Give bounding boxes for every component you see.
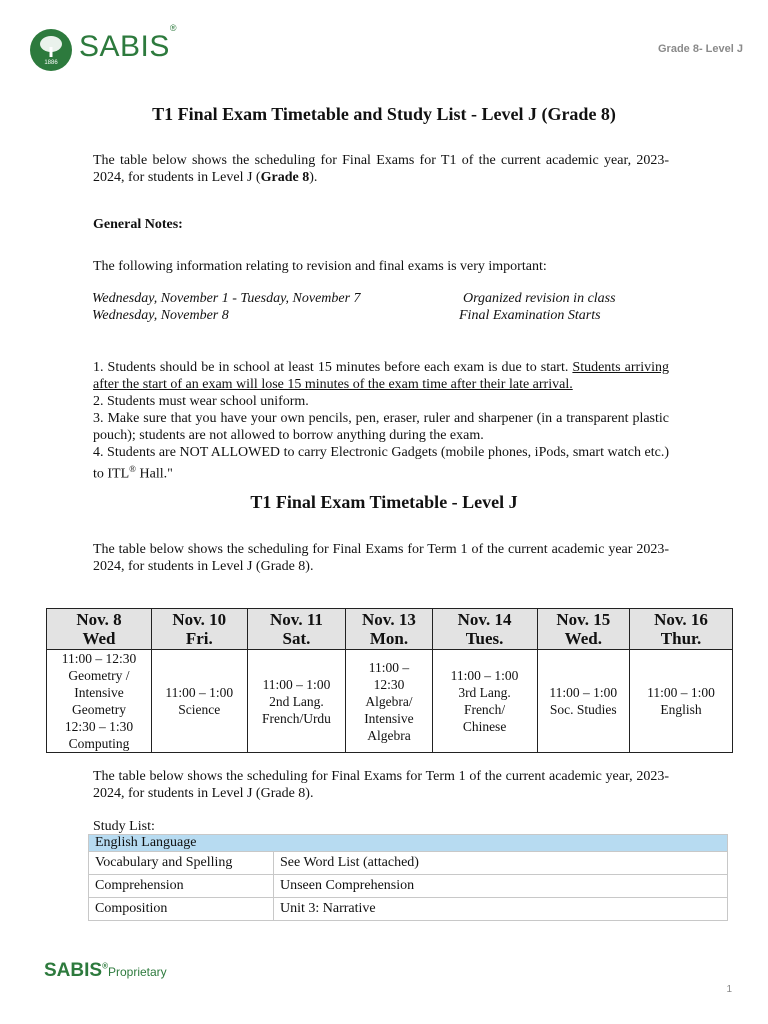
header-cell — [346, 609, 432, 650]
cell-line: Intensive — [74, 685, 124, 700]
important-line: The following information relating to revision and final exams is very important: — [93, 259, 547, 274]
timetable-header-row — [47, 609, 733, 650]
note-4-text-a: 4. Students are NOT ALLOWED to carry Electronic Gadgets (mobile phones, iPods, smart watch etc.) to ITL — [93, 445, 669, 482]
cell-line: 11:00 – 1:00 — [165, 685, 234, 700]
note-4-text-b: Hall." — [136, 466, 173, 482]
cell-line: Geometry / — [68, 668, 130, 683]
header-day: Sat. — [282, 629, 311, 648]
footer-mark: ® — [102, 961, 108, 971]
intro-bold: Grade 8 — [260, 170, 310, 185]
cell-line: 11:00 – 1:00 — [262, 676, 331, 692]
cell-line: French/Urdu — [261, 710, 331, 726]
header-day: Thur. — [660, 629, 702, 648]
header-day: Fri. — [185, 629, 213, 648]
header-day: Mon. — [369, 629, 409, 648]
cell-line: 11:00 – 12:30 — [61, 651, 137, 666]
schedule-dates-1: Wednesday, November 1 - Tuesday, November 7 — [92, 291, 361, 306]
table-row — [89, 875, 728, 898]
cell-line: Soc. Studies — [549, 702, 617, 717]
header-cell — [537, 609, 630, 650]
cell-line: 2nd Lang. — [269, 693, 324, 709]
header-date: Nov. 10 — [172, 610, 227, 629]
note-4 — [93, 444, 669, 483]
cell-line: Intensive — [364, 710, 414, 726]
cell-line: 12:30 – 1:30 — [64, 719, 134, 734]
exam-cell — [630, 650, 733, 753]
header-date: Nov. 14 — [457, 610, 512, 629]
exam-cell — [537, 650, 630, 753]
cell-line: Geometry — [71, 702, 126, 717]
header-day: Wed — [82, 629, 116, 648]
brand-mark: ® — [169, 23, 178, 33]
cell-line: Algebra — [367, 727, 411, 743]
cell-line: Chinese — [462, 719, 507, 734]
exam-cell — [151, 650, 247, 753]
header-date: Nov. 11 — [269, 610, 323, 629]
timetable-title: T1 Final Exam Timetable - Level J — [250, 492, 518, 512]
timetable-intro: The table below shows the scheduling for Final Exams for Term 1 of the current academic year 2023-2024, for students in Level J (Grade 8). — [93, 542, 669, 574]
timetable-row — [47, 650, 733, 753]
study-material: See Word List (attached) — [274, 852, 728, 875]
exam-cell — [432, 650, 537, 753]
study-list-table — [88, 834, 728, 921]
logo-year: 1886 — [44, 60, 58, 66]
header-cell — [630, 609, 733, 650]
page-number: 1 — [726, 984, 732, 995]
cell-line: French/ — [463, 702, 506, 717]
cell-line: 11:00 – 1:00 — [450, 668, 519, 683]
general-notes-heading: General Notes: — [93, 217, 183, 232]
cell-line: Computing — [68, 736, 130, 751]
cell-line: 3rd Lang. — [458, 685, 511, 700]
study-topic: Comprehension — [89, 875, 274, 898]
exam-cell — [47, 650, 152, 753]
header-day: Wed. — [564, 629, 602, 648]
cell-line: Science — [178, 702, 221, 717]
notes-list — [93, 359, 669, 483]
note-1-underlined: Students arriving after the start of an exam will lose 15 minutes of the exam time after their late arrival. — [93, 360, 669, 392]
study-intro: The table below shows the scheduling for Final Exams for Term 1 of the current academic year, 2023-2024, for students in Level J (Grade 8). — [93, 769, 669, 801]
note-4-sup: ® — [129, 464, 136, 474]
header-date: Nov. 13 — [362, 610, 416, 629]
cell-line: 12:30 — [373, 676, 405, 692]
header-day: Tues. — [465, 629, 504, 648]
cell-line: Algebra/ — [365, 693, 413, 709]
cell-line: English — [660, 702, 702, 717]
note-1 — [93, 359, 669, 393]
header-cell — [432, 609, 537, 650]
table-row — [89, 852, 728, 875]
brand-logo — [79, 23, 178, 64]
exam-cell — [346, 650, 432, 753]
intro-text-1: The table below shows the scheduling for Final Exams for T1 of the current academic year, 2023-2024, for students in Level J ( — [93, 153, 669, 185]
note-3: 3. Make sure that you have your own pencils, pen, eraser, ruler and sharpener (in a transparent plastic pouch); students are not allowed to borrow anything during the exam. — [93, 411, 669, 443]
table-row — [89, 898, 728, 921]
header-date: Nov. 8 — [76, 610, 122, 629]
header-date: Nov. 16 — [654, 610, 708, 629]
study-topic: Vocabulary and Spelling — [89, 852, 274, 875]
schedule-dates-2: Wednesday, November 8 — [92, 308, 229, 323]
intro-text-2: ). — [309, 170, 318, 185]
header-cell — [151, 609, 247, 650]
footer-brand: SABIS — [44, 960, 103, 981]
schedule-event-2: Final Examination Starts — [459, 308, 601, 323]
study-section-row — [89, 835, 728, 852]
intro-paragraph — [93, 152, 669, 186]
cell-line: 11:00 – — [368, 659, 410, 675]
header-date: Nov. 15 — [556, 610, 611, 629]
study-material: Unit 3: Narrative — [274, 898, 728, 921]
footer-logo — [44, 960, 167, 982]
study-material: Unseen Comprehension — [274, 875, 728, 898]
header-cell — [247, 609, 346, 650]
note-2: 2. Students must wear school uniform. — [93, 394, 309, 409]
study-topic: Composition — [89, 898, 274, 921]
sabis-logo-tree-icon — [30, 29, 72, 71]
footer-suffix: Proprietary — [107, 965, 167, 979]
header-cell — [47, 609, 152, 650]
brand-name: SABIS — [79, 30, 170, 63]
exam-cell — [247, 650, 346, 753]
exam-timetable — [46, 608, 733, 753]
schedule-event-1: Organized revision in class — [463, 291, 616, 306]
cell-line: 11:00 – 1:00 — [549, 685, 618, 700]
study-section-title: English Language — [89, 835, 728, 852]
note-1-text: 1. Students should be in school at least 15 minutes before each exam is due to start. — [93, 360, 573, 375]
page-title: T1 Final Exam Timetable and Study List - Level J (Grade 8) — [152, 104, 616, 124]
level-label: Grade 8- Level J — [658, 43, 743, 55]
cell-line: 11:00 – 1:00 — [647, 685, 715, 700]
study-list-label: Study List: — [93, 819, 155, 834]
